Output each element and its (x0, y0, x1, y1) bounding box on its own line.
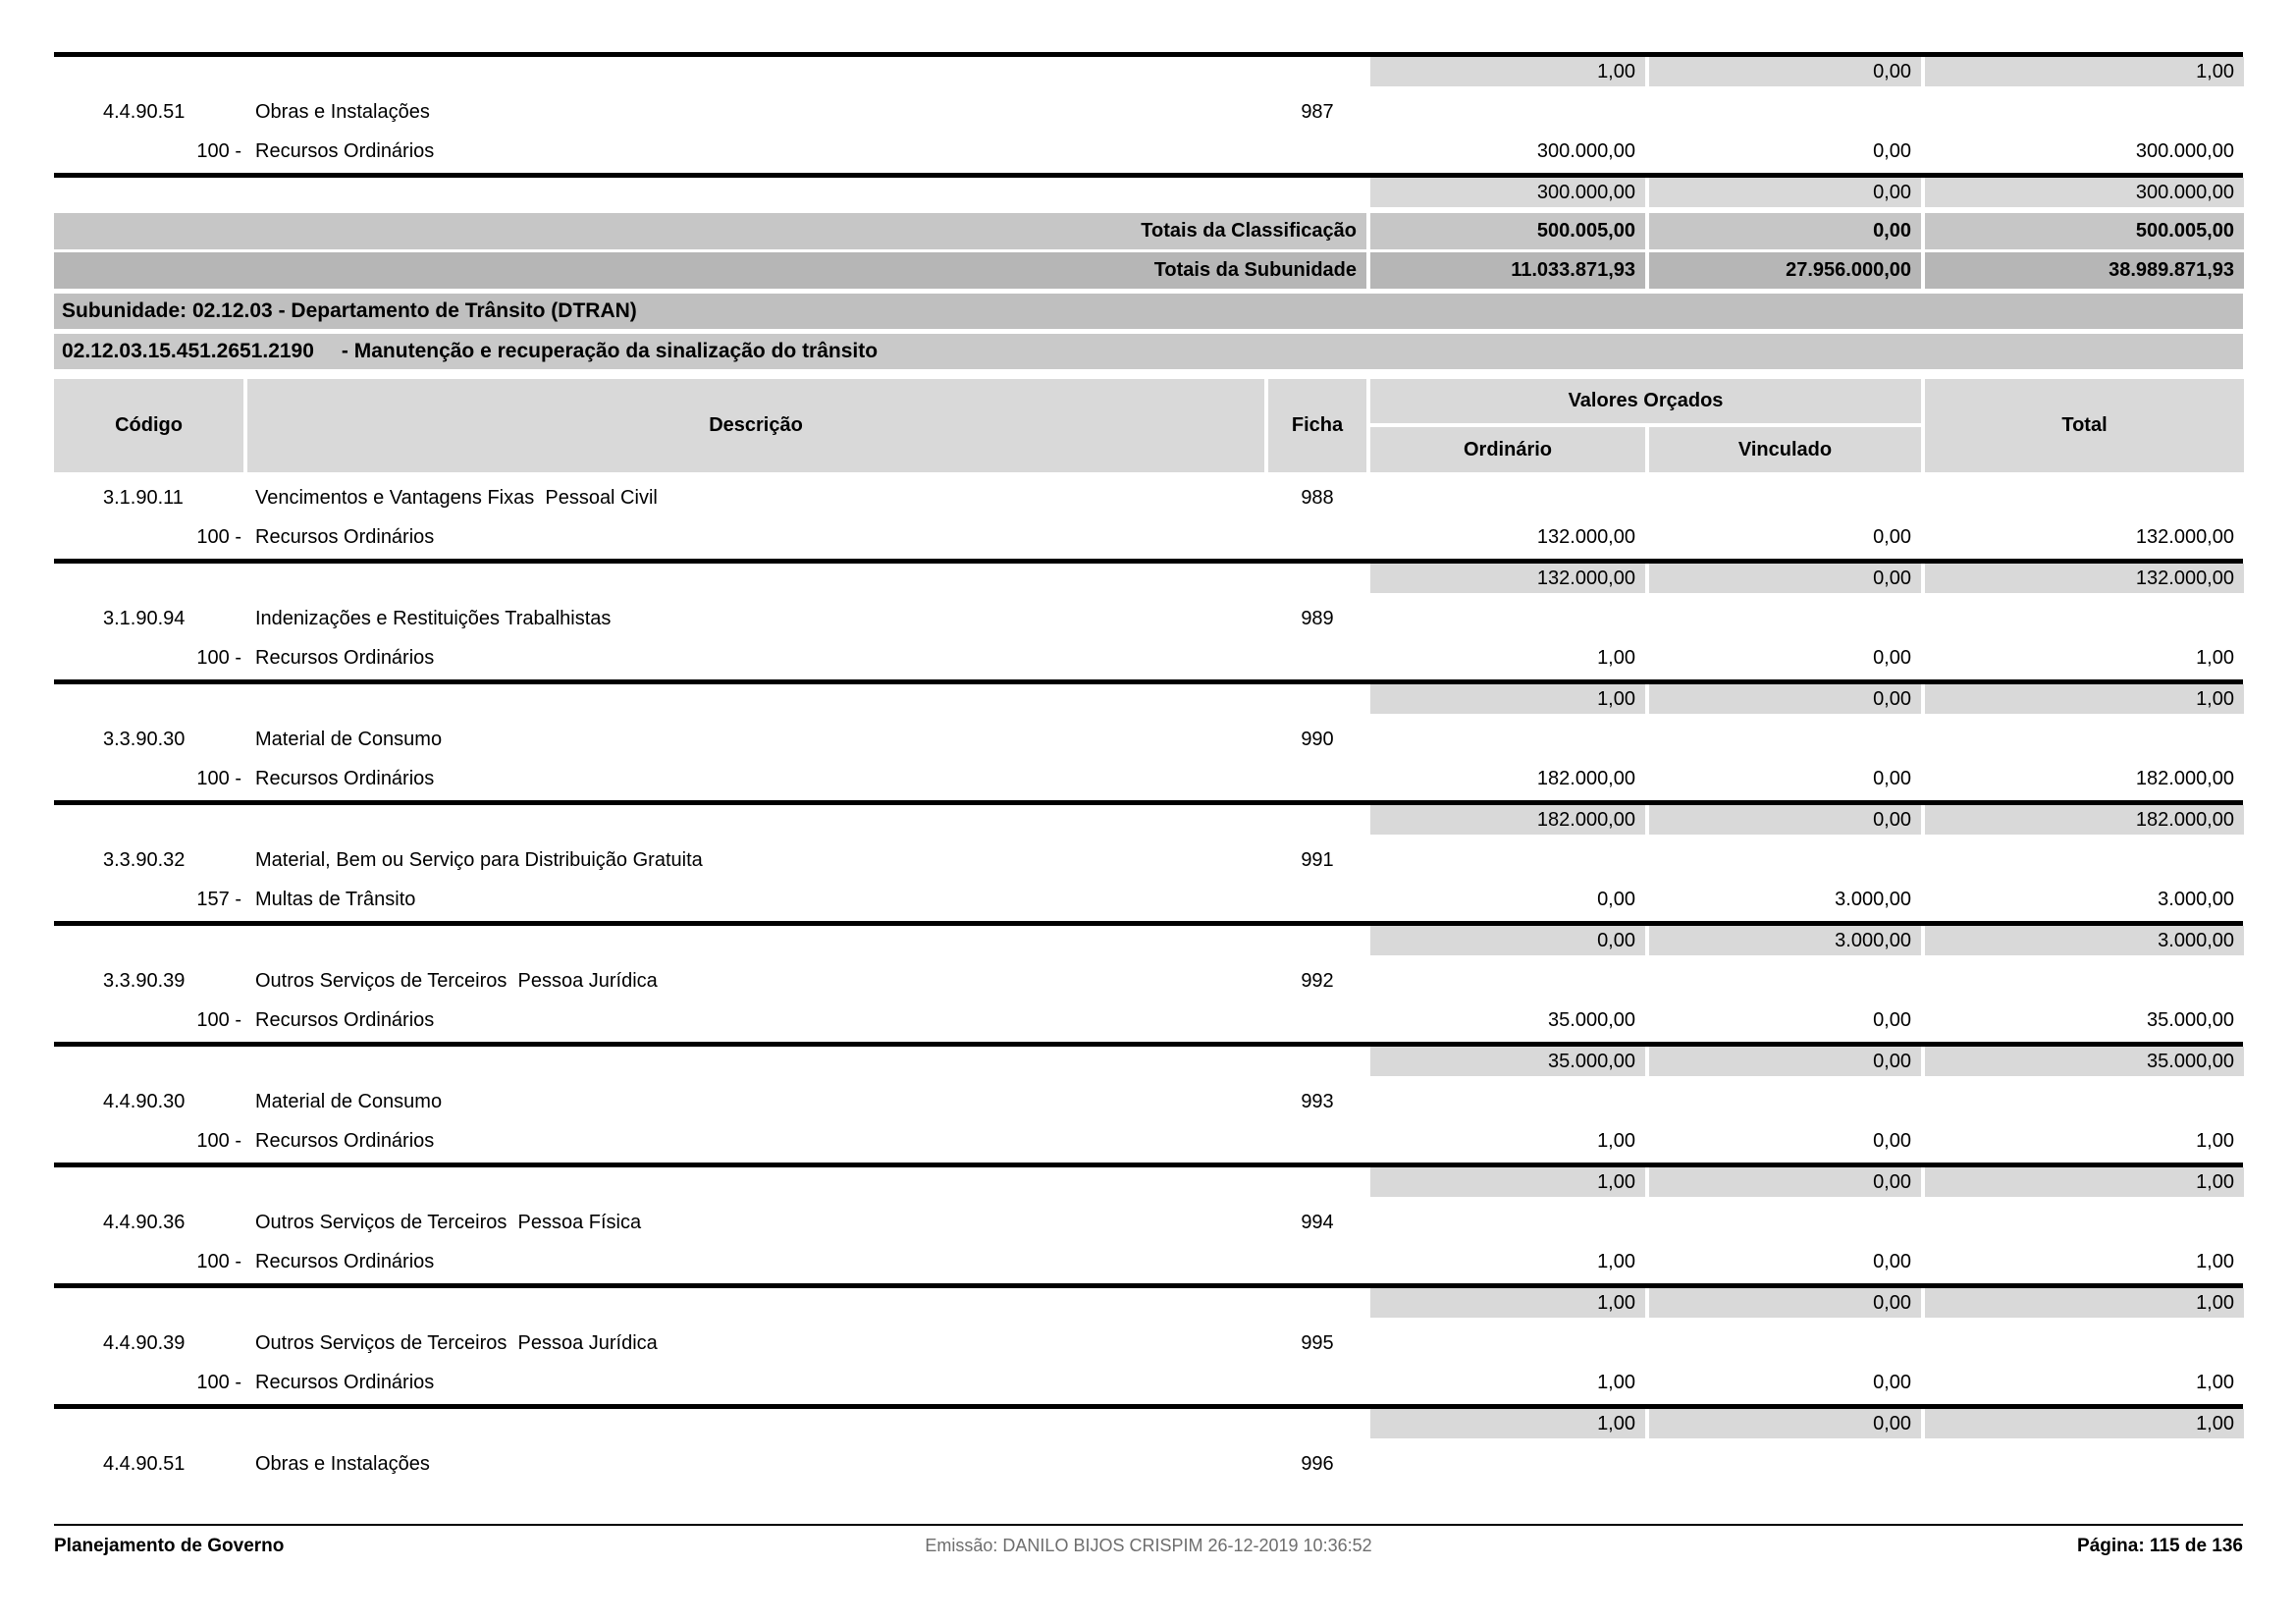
ficha-value: 996 (1301, 1453, 1334, 1475)
subtotal-row (54, 805, 2243, 835)
codigo-value: 4.4.90.39 (103, 1332, 186, 1354)
codigo-value: 3.1.90.11 (103, 487, 184, 509)
classification-entry (54, 1318, 2243, 1404)
descricao-value: Material de Consumo (255, 1091, 443, 1112)
total-value: 35.000,00 (2147, 1009, 2234, 1031)
fonte-codigo: 100 - (196, 1372, 241, 1393)
total-value: 182.000,00 (2135, 768, 2234, 789)
column-header-ordinario: Ordinário (1370, 427, 1645, 472)
classification-entry (54, 472, 2243, 559)
descricao-value: Material, Bem ou Serviço para Distribuição Gratuita (255, 849, 703, 871)
totals-classificacao-label: Totais da Classificação (54, 213, 1366, 249)
action-band (54, 334, 2243, 369)
subtotal-row (54, 564, 2243, 593)
subtotal-total: 1,00 (1925, 1167, 2244, 1197)
page-top-margin (54, 0, 2243, 52)
footer-report-name: Planejamento de Governo (54, 1536, 285, 1556)
subtotal-left-blank (54, 57, 1366, 86)
vinculado-value: 0,00 (1873, 647, 1911, 669)
ficha-blank (1268, 1127, 1366, 1155)
ficha-blank (1268, 886, 1366, 913)
ordinario-value: 35.000,00 (1548, 1009, 1635, 1031)
ficha-blank (1268, 523, 1366, 551)
subtotal-left-blank (54, 926, 1366, 955)
ficha-blank (1268, 765, 1366, 792)
ficha-value: 990 (1301, 729, 1334, 750)
fonte-nome: Recursos Ordinários (255, 1009, 435, 1031)
subtotal-left-blank (54, 178, 1366, 207)
subtotal-vinculado: 0,00 (1649, 1047, 1921, 1076)
totals-subunidade-label: Totais da Subunidade (54, 252, 1366, 289)
vinculado-value: 0,00 (1873, 140, 1911, 162)
classification-entry (54, 1197, 2243, 1283)
vinculado-value: 0,00 (1873, 526, 1911, 548)
subtotal-left-blank (54, 1288, 1366, 1318)
fonte-nome: Multas de Trânsito (255, 889, 416, 910)
ordinario-value: 1,00 (1597, 1130, 1635, 1152)
classification-entry (54, 1076, 2243, 1163)
subtotal-left-blank (54, 1409, 1366, 1438)
subtotal-total: 35.000,00 (1925, 1047, 2244, 1076)
descricao-value: Outros Serviços de Terceiros Pessoa Jurídica (255, 970, 658, 992)
column-header-descricao: Descrição (247, 379, 1264, 472)
ordinario-value: 0,00 (1597, 889, 1635, 910)
subtotal-total: 1,00 (1925, 1409, 2244, 1438)
subunidade-title: Subunidade: 02.12.03 - Departamento de Trânsito (DTRAN) (62, 299, 637, 322)
subtotal-vinculado: 0,00 (1649, 1167, 1921, 1197)
total-value: 1,00 (2196, 1251, 2234, 1272)
column-header-codigo: Código (54, 379, 243, 472)
fonte-nome: Recursos Ordinários (255, 768, 435, 789)
codigo-value: 3.3.90.30 (103, 729, 186, 750)
ficha-value: 991 (1301, 849, 1334, 871)
subtotal-ordinario: 35.000,00 (1370, 1047, 1645, 1076)
total-value: 1,00 (2196, 1130, 2234, 1152)
subtotal-left-blank (54, 1167, 1366, 1197)
ficha-blank (1268, 1006, 1366, 1034)
fonte-nome: Recursos Ordinários (255, 647, 435, 669)
action-name: - Manutenção e recuperação da sinalização do trânsito (341, 340, 879, 362)
ficha-value: 994 (1301, 1212, 1334, 1233)
vinculado-value: 3.000,00 (1835, 889, 1911, 910)
subtotal-ordinario: 182.000,00 (1370, 805, 1645, 835)
vinculado-value: 0,00 (1873, 1251, 1911, 1272)
fonte-nome: Recursos Ordinários (255, 1372, 435, 1393)
subtotal-ordinario: 300.000,00 (1370, 178, 1645, 207)
codigo-value: 4.4.90.30 (103, 1091, 186, 1112)
budget-report-table (54, 0, 2243, 1497)
totals-subunidade-total: 38.989.871,93 (1925, 252, 2244, 289)
footer-emission-info: Emissão: DANILO BIJOS CRISPIM 26-12-2019 10:36:52 (925, 1536, 1372, 1555)
fonte-codigo: 157 - (196, 889, 241, 910)
ficha-value: 993 (1301, 1091, 1334, 1112)
ficha-value: 992 (1301, 970, 1334, 992)
footer-divider (54, 1524, 2243, 1526)
ordinario-value: 1,00 (1597, 1251, 1635, 1272)
descricao-value: Obras e Instalações (255, 101, 430, 123)
subtotal-total: 3.000,00 (1925, 926, 2244, 955)
subtotal-vinculado: 0,00 (1649, 57, 1921, 86)
codigo-value: 4.4.90.51 (103, 101, 186, 123)
ordinario-value: 1,00 (1597, 647, 1635, 669)
subtotal-total: 1,00 (1925, 1288, 2244, 1318)
codigo-value: 4.4.90.51 (103, 1453, 186, 1475)
codigo-value: 3.3.90.32 (103, 849, 186, 871)
vinculado-value: 0,00 (1873, 1372, 1911, 1393)
subtotal-ordinario: 0,00 (1370, 926, 1645, 955)
fonte-codigo: 100 - (196, 1130, 241, 1152)
subtotal-row (54, 1047, 2243, 1076)
fonte-codigo: 100 - (196, 140, 241, 162)
ficha-blank (1268, 644, 1366, 672)
table-header (54, 379, 2243, 472)
subtotal-vinculado: 0,00 (1649, 1288, 1921, 1318)
subtotal-total: 1,00 (1925, 684, 2244, 714)
descricao-value: Outros Serviços de Terceiros Pessoa Física (255, 1212, 642, 1233)
ordinario-value: 182.000,00 (1536, 768, 1635, 789)
subunidade-band (54, 294, 2243, 329)
ficha-blank (1268, 1369, 1366, 1396)
totals-classificacao-row (54, 213, 2243, 249)
totals-subunidade-vinculado: 27.956.000,00 (1649, 252, 1921, 289)
subtotal-ordinario: 132.000,00 (1370, 564, 1645, 593)
subtotal-vinculado: 3.000,00 (1649, 926, 1921, 955)
total-value: 3.000,00 (2158, 889, 2234, 910)
ordinario-value: 132.000,00 (1536, 526, 1635, 548)
descricao-value: Outros Serviços de Terceiros Pessoa Jurídica (255, 1332, 658, 1354)
subtotal-row (54, 1409, 2243, 1438)
classification-entry (54, 714, 2243, 800)
subtotal-vinculado: 0,00 (1649, 684, 1921, 714)
subtotal-row (54, 1167, 2243, 1197)
descricao-value: Indenizações e Restituições Trabalhistas (255, 608, 612, 629)
carryover-subtotal-row (54, 57, 2243, 86)
totals-subunidade-ordinario: 11.033.871,93 (1370, 252, 1645, 289)
ficha-value: 988 (1301, 487, 1334, 509)
subtotal-left-blank (54, 805, 1366, 835)
codigo-value: 3.1.90.94 (103, 608, 186, 629)
classification-entry (54, 86, 2243, 173)
classification-entry (54, 593, 2243, 679)
subtotal-left-blank (54, 1047, 1366, 1076)
codigo-value: 3.3.90.39 (103, 970, 186, 992)
ordinario-value: 1,00 (1597, 1372, 1635, 1393)
subtotal-total: 300.000,00 (1925, 178, 2244, 207)
subtotal-vinculado: 0,00 (1649, 178, 1921, 207)
subtotal-left-blank (54, 564, 1366, 593)
total-value: 1,00 (2196, 647, 2234, 669)
fonte-nome: Recursos Ordinários (255, 526, 435, 548)
subtotal-row (54, 684, 2243, 714)
column-header-ficha: Ficha (1268, 379, 1366, 472)
subtotal-ordinario: 1,00 (1370, 1167, 1645, 1197)
subtotal-ordinario: 1,00 (1370, 684, 1645, 714)
codigo-value: 4.4.90.36 (103, 1212, 186, 1233)
totals-classificacao-ordinario: 500.005,00 (1370, 213, 1645, 249)
subtotal-vinculado: 0,00 (1649, 1409, 1921, 1438)
subtotal-total: 182.000,00 (1925, 805, 2244, 835)
ordinario-value: 300.000,00 (1536, 140, 1635, 162)
subtotal-total: 132.000,00 (1925, 564, 2244, 593)
subtotal-row (54, 926, 2243, 955)
descricao-value: Material de Consumo (255, 729, 443, 750)
fonte-nome: Recursos Ordinários (255, 1251, 435, 1272)
descricao-value: Vencimentos e Vantagens Fixas Pessoal Civil (255, 487, 658, 509)
column-header-valores-orcados: Valores Orçados (1370, 379, 1921, 423)
fonte-codigo: 100 - (196, 526, 241, 548)
ficha-value: 989 (1301, 608, 1334, 629)
fonte-codigo: 100 - (196, 768, 241, 789)
descricao-value: Obras e Instalações (255, 1453, 430, 1475)
subtotal-ordinario: 1,00 (1370, 1288, 1645, 1318)
ficha-value: 995 (1301, 1332, 1334, 1354)
fonte-nome: Recursos Ordinários (255, 1130, 435, 1152)
ficha-value: 987 (1301, 101, 1334, 123)
classification-entry-partial (54, 1438, 2243, 1497)
ficha-blank (1268, 137, 1366, 165)
classification-entry (54, 955, 2243, 1042)
subtotal-row (54, 1288, 2243, 1318)
subtotal-vinculado: 0,00 (1649, 564, 1921, 593)
fonte-codigo: 100 - (196, 1009, 241, 1031)
fonte-codigo: 100 - (196, 647, 241, 669)
vinculado-value: 0,00 (1873, 1009, 1911, 1031)
total-value: 132.000,00 (2135, 526, 2234, 548)
subtotal-row (54, 178, 2243, 207)
subtotal-ordinario: 1,00 (1370, 57, 1645, 86)
fonte-nome: Recursos Ordinários (255, 140, 435, 162)
classification-entry (54, 835, 2243, 921)
subtotal-total: 1,00 (1925, 57, 2244, 86)
total-value: 1,00 (2196, 1372, 2234, 1393)
totals-classificacao-vinculado: 0,00 (1649, 213, 1921, 249)
subtotal-vinculado: 0,00 (1649, 805, 1921, 835)
footer (54, 1524, 2243, 1557)
totals-subunidade-row (54, 252, 2243, 289)
totals-classificacao-total: 500.005,00 (1925, 213, 2244, 249)
total-value: 300.000,00 (2135, 140, 2234, 162)
subtotal-ordinario: 1,00 (1370, 1409, 1645, 1438)
subtotal-left-blank (54, 684, 1366, 714)
ficha-blank (1268, 1248, 1366, 1275)
column-header-vinculado: Vinculado (1649, 427, 1921, 472)
action-code: 02.12.03.15.451.2651.2190 (62, 340, 314, 362)
column-header-total: Total (1925, 379, 2244, 472)
vinculado-value: 0,00 (1873, 768, 1911, 789)
vinculado-value: 0,00 (1873, 1130, 1911, 1152)
footer-page-number: Página: 115 de 136 (2077, 1536, 2244, 1556)
fonte-codigo: 100 - (196, 1251, 241, 1272)
